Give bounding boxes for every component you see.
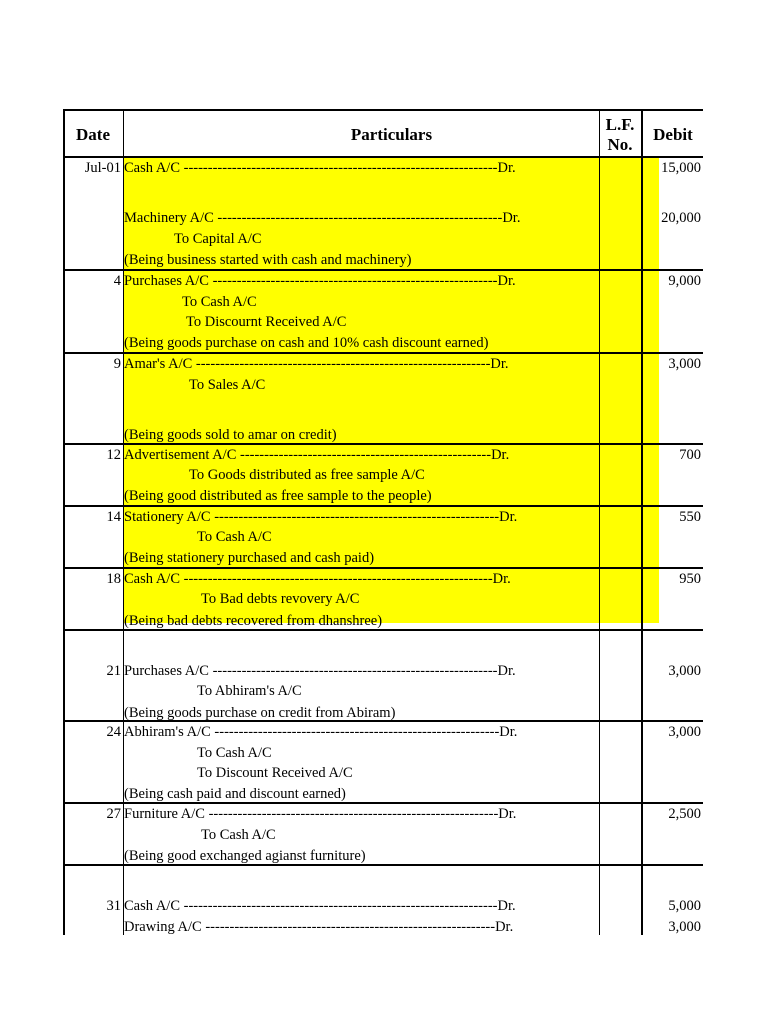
particulars-line: Amar's A/C -------------------------------------------------------------Dr. <box>124 356 509 372</box>
particulars-line: Abhiram's A/C -----------------------------------------------------------Dr. <box>124 724 518 740</box>
particulars-line: To Cash A/C <box>197 529 272 545</box>
particulars-line: (Being cash paid and discount earned) <box>124 786 346 802</box>
entry-date: 24 <box>106 724 121 740</box>
journal-entry <box>63 722 703 804</box>
debit-amount: 15,000 <box>661 160 701 176</box>
particulars-line: To Cash A/C <box>201 827 276 843</box>
particulars-line: Cash A/C -----------------------------------------------------------------Dr. <box>124 898 516 914</box>
column-border-left <box>63 109 65 935</box>
header-date: Date <box>76 124 110 144</box>
particulars-line: (Being goods purchase on credit from Abiram) <box>124 705 396 721</box>
entry-date: 9 <box>113 356 121 372</box>
entry-date: 31 <box>106 898 121 914</box>
debit-amount: 3,000 <box>668 919 701 935</box>
journal-entry <box>63 804 703 866</box>
particulars-line: To Discount Received A/C <box>197 765 353 781</box>
debit-amount: 3,000 <box>668 356 701 372</box>
particulars-line: To Bad debts revovery A/C <box>201 591 360 607</box>
column-border-date <box>123 109 124 935</box>
entry-date: 18 <box>106 571 121 587</box>
journal-entry <box>63 569 703 631</box>
entry-date: 21 <box>106 663 121 679</box>
header-debit: Debit <box>653 124 693 144</box>
debit-amount: 3,000 <box>668 724 701 740</box>
column-border-lf <box>641 109 643 935</box>
particulars-line: To Discournt Received A/C <box>186 314 347 330</box>
particulars-line: Advertisement A/C ----------------------------------------------------Dr. <box>124 447 510 463</box>
journal-entry <box>63 354 703 445</box>
particulars-line: (Being goods sold to amar on credit) <box>124 427 337 443</box>
particulars-line: Cash A/C -----------------------------------------------------------------Dr. <box>124 160 516 176</box>
particulars-line: (Being business started with cash and machinery) <box>124 252 412 268</box>
debit-amount: 700 <box>679 447 701 463</box>
entry-date: 27 <box>106 806 121 822</box>
journal-entry <box>63 631 703 722</box>
particulars-line: (Being bad debts recovered from dhanshree) <box>124 613 383 629</box>
entry-date: 12 <box>106 447 121 463</box>
particulars-line: To Capital A/C <box>174 231 262 247</box>
entry-date: 14 <box>106 509 121 525</box>
debit-amount: 20,000 <box>661 210 701 226</box>
column-border-particulars <box>599 109 600 935</box>
table-header <box>63 109 703 158</box>
particulars-line: (Being goods purchase on cash and 10% cash discount earned) <box>124 335 489 351</box>
header-lf-no: L.F. No. <box>605 114 635 154</box>
debit-amount: 950 <box>679 571 701 587</box>
particulars-line: To Cash A/C <box>197 745 272 761</box>
particulars-line: Furniture A/C ------------------------------------------------------------Dr. <box>124 806 517 822</box>
particulars-line: To Cash A/C <box>182 294 257 310</box>
journal-entry <box>63 507 703 569</box>
particulars-line: To Sales A/C <box>189 377 266 393</box>
debit-amount: 5,000 <box>668 898 701 914</box>
particulars-line: (Being stationery purchased and cash paid) <box>124 550 375 566</box>
journal-entry <box>63 445 703 507</box>
particulars-line: (Being good distributed as free sample to the people) <box>124 488 432 504</box>
particulars-line: Drawing A/C ------------------------------------------------------------Dr. <box>124 919 514 935</box>
journal-entry <box>63 866 703 935</box>
entry-date: Jul-01 <box>84 160 121 176</box>
particulars-line: Purchases A/C -----------------------------------------------------------Dr. <box>124 273 516 289</box>
debit-amount: 550 <box>679 509 701 525</box>
debit-amount: 9,000 <box>668 273 701 289</box>
particulars-line: Purchases A/C -----------------------------------------------------------Dr. <box>124 663 516 679</box>
header-particulars: Particulars <box>350 124 433 144</box>
debit-amount: 3,000 <box>668 663 701 679</box>
particulars-line: Cash A/C ----------------------------------------------------------------Dr. <box>124 571 511 587</box>
particulars-line: Machinery A/C -----------------------------------------------------------Dr. <box>124 210 521 226</box>
journal-entry <box>63 271 703 354</box>
entry-date: 4 <box>113 273 121 289</box>
particulars-line: To Abhiram's A/C <box>197 683 302 699</box>
particulars-line: To Goods distributed as free sample A/C <box>189 467 425 483</box>
particulars-line: Stationery A/C -----------------------------------------------------------Dr. <box>124 509 518 525</box>
debit-amount: 2,500 <box>668 806 701 822</box>
particulars-line: (Being good exchanged agianst furniture) <box>124 848 366 864</box>
journal-entry <box>63 158 703 271</box>
